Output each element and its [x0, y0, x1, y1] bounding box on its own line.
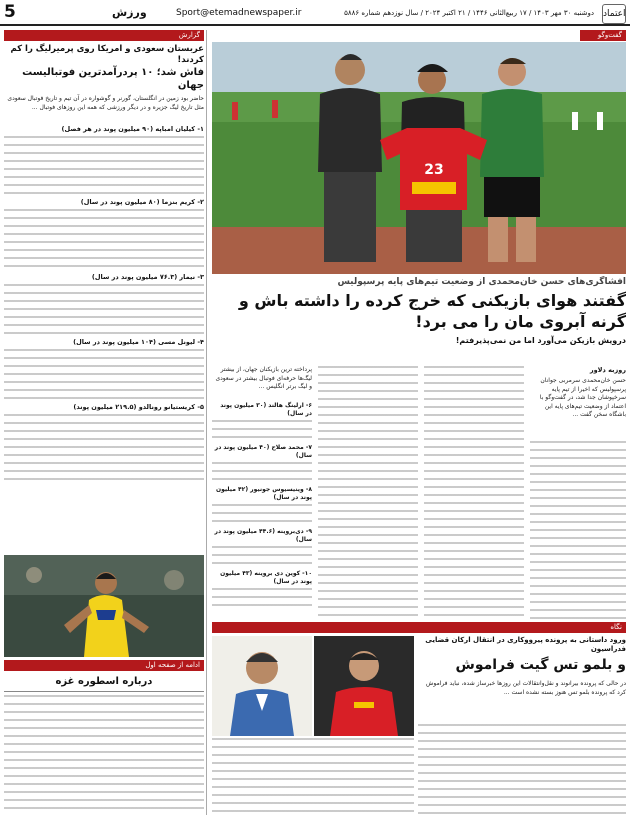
- list-item: ۳- نیمار (۷۶.۳ میلیون پوند در سال): [91, 273, 204, 281]
- list-item: ۲- کریم بنزما (۸۰ میلیون پوند در سال): [80, 198, 204, 206]
- list-item-body: [212, 462, 312, 484]
- list-item: ۵- کریستیانو رونالدو (۲۱۹.۵ میلیون پوند): [73, 403, 204, 411]
- gaza-article-body: [4, 695, 204, 815]
- list-item: ۷- محمد صلاح (۴۰ میلیون پوند در سال): [214, 444, 312, 459]
- bottom-photo-2: [314, 636, 414, 736]
- newspaper-logo: اعتماد: [602, 4, 626, 24]
- bottom-kicker: نگاه: [212, 622, 626, 633]
- divider: [4, 691, 204, 692]
- list-item: ۶- ارلینگ هالند (۳۰ میلیون پوند در سال): [220, 402, 312, 417]
- left-body: حاضر بود زمین در انگلستان، گورنر و گوشواره در آن تیم و تاریخ فوتبال سعودی مثل تاریخ لیگ جزیره و در دیگر ورزشی که همه این روزهای فوتبال ...: [7, 95, 204, 111]
- left-headline-2: فاش شد؛ ۱۰ پردرآمدترین فوتبالیست جهان: [22, 67, 204, 91]
- list-item: ۸- وینیسیوس جونیور (۴۲ میلیون پوند در سال): [215, 486, 312, 501]
- page-number: 5: [4, 2, 16, 22]
- main-subheadline: درویش بازیکن می‌آورد اما من نمی‌پذیرفتم!: [455, 336, 626, 345]
- main-byline: روزبه دلاور: [589, 366, 626, 374]
- list-item-body: [4, 414, 204, 484]
- left-headline-3: درباره اسطوره غزه: [55, 676, 153, 687]
- jersey-number: 23: [424, 162, 444, 178]
- mid-column-b-text: [318, 366, 418, 621]
- list-item: ۴- لیونل مسی (۱۰۴ میلیون پوند در سال): [73, 338, 204, 346]
- section-email[interactable]: Sport@etemadnewspaper.ir: [176, 8, 302, 18]
- mid-intro: پرداخته ترین بازیکنان جهان، از بیشتر لیگ‌ها حرفه‌ای فوتبال بیشتر در سعودی و لیگ برتر انگلیس ...: [215, 366, 312, 391]
- column-divider: [206, 30, 207, 815]
- list-item-body: [212, 420, 312, 442]
- mid-column-c-text: [424, 366, 524, 621]
- ronaldo-photo-art: [4, 555, 204, 657]
- bottom-photo-2-art: [314, 636, 414, 736]
- main-kicker: گفت‌وگو: [580, 30, 626, 41]
- bottom-body-left: [212, 738, 414, 818]
- list-item: ۱- کیلیان امباپه (۹۰ میلیون پوند در هر فصل): [61, 125, 204, 133]
- ronaldo-photo: [4, 555, 204, 657]
- list-item-body: [4, 209, 204, 271]
- left-headline-1: عربستان سعودی و امریکا روی پرمیرلیگ را کم کردند!: [10, 44, 204, 65]
- list-item: ۹- دی‌بروینه (۴۴.۶ میلیون پوند در سال): [214, 528, 312, 543]
- left-kicker-2: ادامه از صفحه اول: [4, 660, 204, 671]
- main-photo: [212, 42, 626, 274]
- main-overline: افشاگری‌های حسن خان‌محمدی از وضعیت تیم‌های پایه پرسپولیس: [337, 277, 626, 287]
- list-item-body: [212, 588, 312, 608]
- bottom-headline-block: [418, 636, 626, 676]
- left-bottom: [4, 660, 204, 818]
- main-body: حسن خان‌محمدی سرمربی جوانان پرسپولیس که اخیرا از تیم پایه سرخپوشان جدا شد، در گفت‌وگو با اعتماد از وضعیت تیم‌های پایه این باشگاه سخن گفت ...: [539, 377, 626, 419]
- mid-column-b: [318, 366, 418, 621]
- bottom-body: در حالی که پرونده بیرانوند و نقل‌وانتقالات این روزها خبرساز شده، نباید فراموش کرد که پرونده بلمو تس هنوز بسته نشده است ...: [426, 680, 626, 696]
- list-item: ۱۰- کوین دی بروینه (۴۳ میلیون پوند در سال): [220, 570, 312, 585]
- main-headline-block: [212, 276, 626, 366]
- main-headline: گفتند هوای بازیکنی که خرج کرده را داشته باش و گرنه آبروی مان را می برد!: [238, 291, 626, 331]
- main-body-column: [530, 366, 626, 621]
- left-kicker: گزارش: [4, 30, 204, 41]
- bottom-body-right: [418, 680, 626, 818]
- page-header: [0, 0, 630, 26]
- bottom-headline: و بلمو تس گیت فراموش: [455, 657, 626, 673]
- bottom-body-left-text: [212, 738, 414, 818]
- bottom-overline: ورود داستانی به پرونده پیرووکاری در انتقال ارکان قضایی فدراسیون: [425, 636, 626, 653]
- section-title: ورزش: [112, 6, 147, 19]
- list-item-body: [4, 349, 204, 401]
- main-photo-art: [212, 42, 626, 274]
- bottom-photo-1-art: [212, 636, 312, 736]
- list-item-body: [4, 136, 204, 196]
- mid-column-c: [424, 366, 524, 621]
- left-list: [4, 125, 204, 545]
- mid-list-column: [212, 366, 312, 621]
- date-line: دوشنبه ۳۰ مهر ۱۴۰۳ / ۱۷ ربیع‌الثانی ۱۴۴۶ / ۲۱ اکتبر ۲۰۲۴ / سال نوزدهم شماره ۵۸۸۶: [344, 9, 594, 17]
- main-body-rest: [530, 441, 626, 621]
- list-item-body: [212, 546, 312, 568]
- list-item-body: [4, 284, 204, 336]
- list-item-body: [212, 504, 312, 526]
- bottom-photo-1: [212, 636, 312, 736]
- bottom-body-rest: [418, 724, 626, 818]
